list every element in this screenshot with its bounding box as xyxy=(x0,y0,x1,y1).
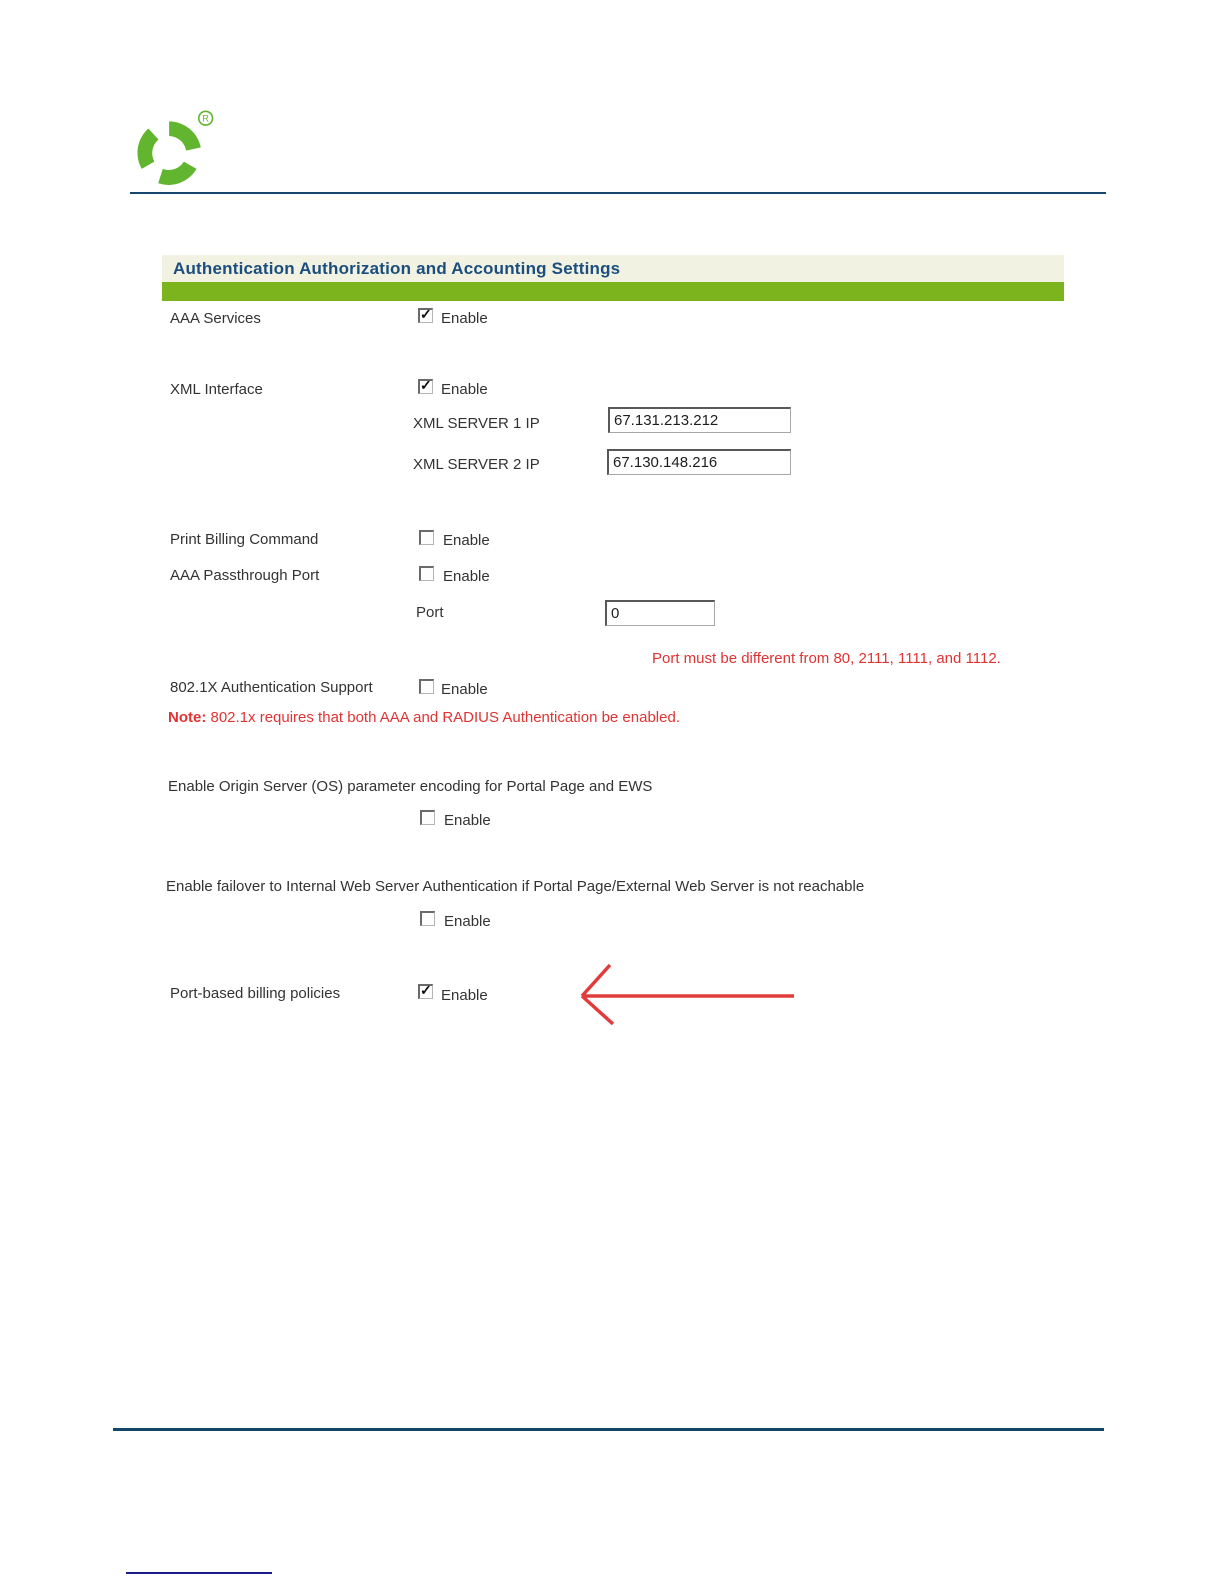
checkmark-icon: ✓ xyxy=(420,306,432,322)
note-body: 802.1x requires that both AAA and RADIUS Authentication be enabled. xyxy=(206,709,680,726)
print-billing-enable-checkbox[interactable] xyxy=(419,530,434,545)
footnote-separator-rule xyxy=(126,1572,272,1574)
port-based-billing-enable-checkbox[interactable] xyxy=(418,984,433,999)
origin-server-enable-label: Enable xyxy=(444,812,491,829)
port-based-billing-label: Port-based billing policies xyxy=(170,985,341,1002)
red-arrow-icon xyxy=(572,958,802,1028)
aaa-passthrough-port-label: AAA Passthrough Port xyxy=(170,567,320,584)
dot1x-note-text xyxy=(168,709,680,726)
port-input[interactable] xyxy=(605,600,715,626)
xml-interface-label: XML Interface xyxy=(170,381,263,398)
failover-enable-label: Enable xyxy=(444,913,491,930)
failover-enable-checkbox[interactable] xyxy=(420,911,435,926)
print-billing-enable-label: Enable xyxy=(443,532,490,549)
settings-panel-title: Authentication Authorization and Accounting Settings xyxy=(162,255,1064,282)
dot1x-enable-label: Enable xyxy=(441,681,488,698)
aaa-services-enable-label: Enable xyxy=(441,310,488,327)
dot1x-enable-checkbox[interactable] xyxy=(419,679,434,694)
checkmark-icon: ✓ xyxy=(420,377,432,393)
origin-server-encoding-label: Enable Origin Server (OS) parameter encoding for Portal Page and EWS xyxy=(168,778,653,795)
aaa-passthrough-enable-checkbox[interactable] xyxy=(419,566,434,581)
svg-text:R: R xyxy=(202,113,209,124)
aaa-services-label: AAA Services xyxy=(170,310,261,327)
port-based-billing-enable-label: Enable xyxy=(441,987,488,1004)
xml-server-2-ip-input[interactable] xyxy=(607,449,791,475)
footer-rule xyxy=(113,1428,1104,1431)
xml-interface-enable-checkbox[interactable] xyxy=(418,379,433,394)
header-rule xyxy=(130,192,1106,194)
brand-logo xyxy=(131,108,217,190)
xml-server-1-ip-input[interactable] xyxy=(608,407,791,433)
port-label: Port xyxy=(416,604,444,621)
registered-trademark-icon xyxy=(199,111,213,125)
origin-server-enable-checkbox[interactable] xyxy=(420,810,435,825)
green-accent-bar xyxy=(162,282,1064,301)
xml-server-1-ip-label: XML SERVER 1 IP xyxy=(413,415,540,432)
checkmark-icon: ✓ xyxy=(420,982,432,998)
failover-label: Enable failover to Internal Web Server Authentication if Portal Page/External Web Server is not reachable xyxy=(166,878,865,895)
port-warning-text: Port must be different from 80, 2111, 1111, and 1112. xyxy=(652,650,1001,667)
note-prefix: Note: xyxy=(168,709,207,726)
xml-interface-enable-label: Enable xyxy=(441,381,488,398)
print-billing-command-label: Print Billing Command xyxy=(170,531,319,548)
red-arrow-annotation xyxy=(572,958,802,1028)
aaa-services-enable-checkbox[interactable] xyxy=(418,308,433,323)
brand-swirl-logo-icon xyxy=(131,108,217,190)
xml-server-2-ip-label: XML SERVER 2 IP xyxy=(413,456,540,473)
aaa-passthrough-enable-label: Enable xyxy=(443,568,490,585)
dot1x-support-label: 802.1X Authentication Support xyxy=(170,679,373,696)
